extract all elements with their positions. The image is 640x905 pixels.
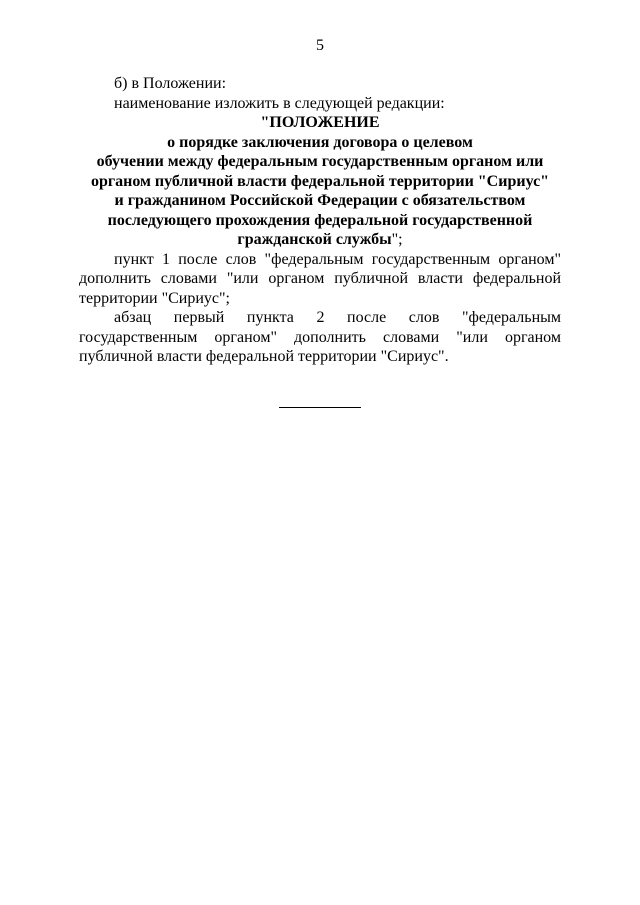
regulation-title-line: о порядке заключения договора о целевом [167,133,473,151]
regulation-title [79,113,561,250]
regulation-title-heading: "ПОЛОЖЕНИЕ [260,114,380,131]
page-number: 5 [316,37,324,54]
regulation-title-last-line [79,230,561,250]
point-2-line: государственным органом" дополнить словами "или органом [79,328,561,346]
regulation-title-line: органом публичной власти федеральной территории "Сириус" [90,172,550,190]
regulation-title-line: и гражданином Российской Федерации с обязательством [114,192,526,209]
end-divider [279,407,361,408]
regulation-title-tail: "; [391,231,403,248]
point-1-line: дополнить словами "или органом публичной власти федеральной [79,270,561,287]
point-1-line: пункт 1 после слов "федеральным государственным органом" [114,250,561,268]
regulation-title-line: обучении между федеральным государственным органом или [96,153,544,170]
regulation-title-line: гражданской службы [237,231,392,248]
point-2-line: абзац первый пункта 2 после слов "федеральным [114,309,561,326]
point-2-last-line: публичной власти федеральной территории "Сириус". [79,348,449,365]
point-1-amendment [79,250,561,309]
point-1-last-line: территории "Сириус"; [79,289,230,307]
document-body [79,74,561,367]
naming-instruction: наименование изложить в следующей редакции: [114,94,445,112]
regulation-title-line: последующего прохождения федеральной государственной [107,211,533,229]
section-b-heading: б) в Положении: [114,75,227,92]
point-2-amendment [79,308,561,367]
